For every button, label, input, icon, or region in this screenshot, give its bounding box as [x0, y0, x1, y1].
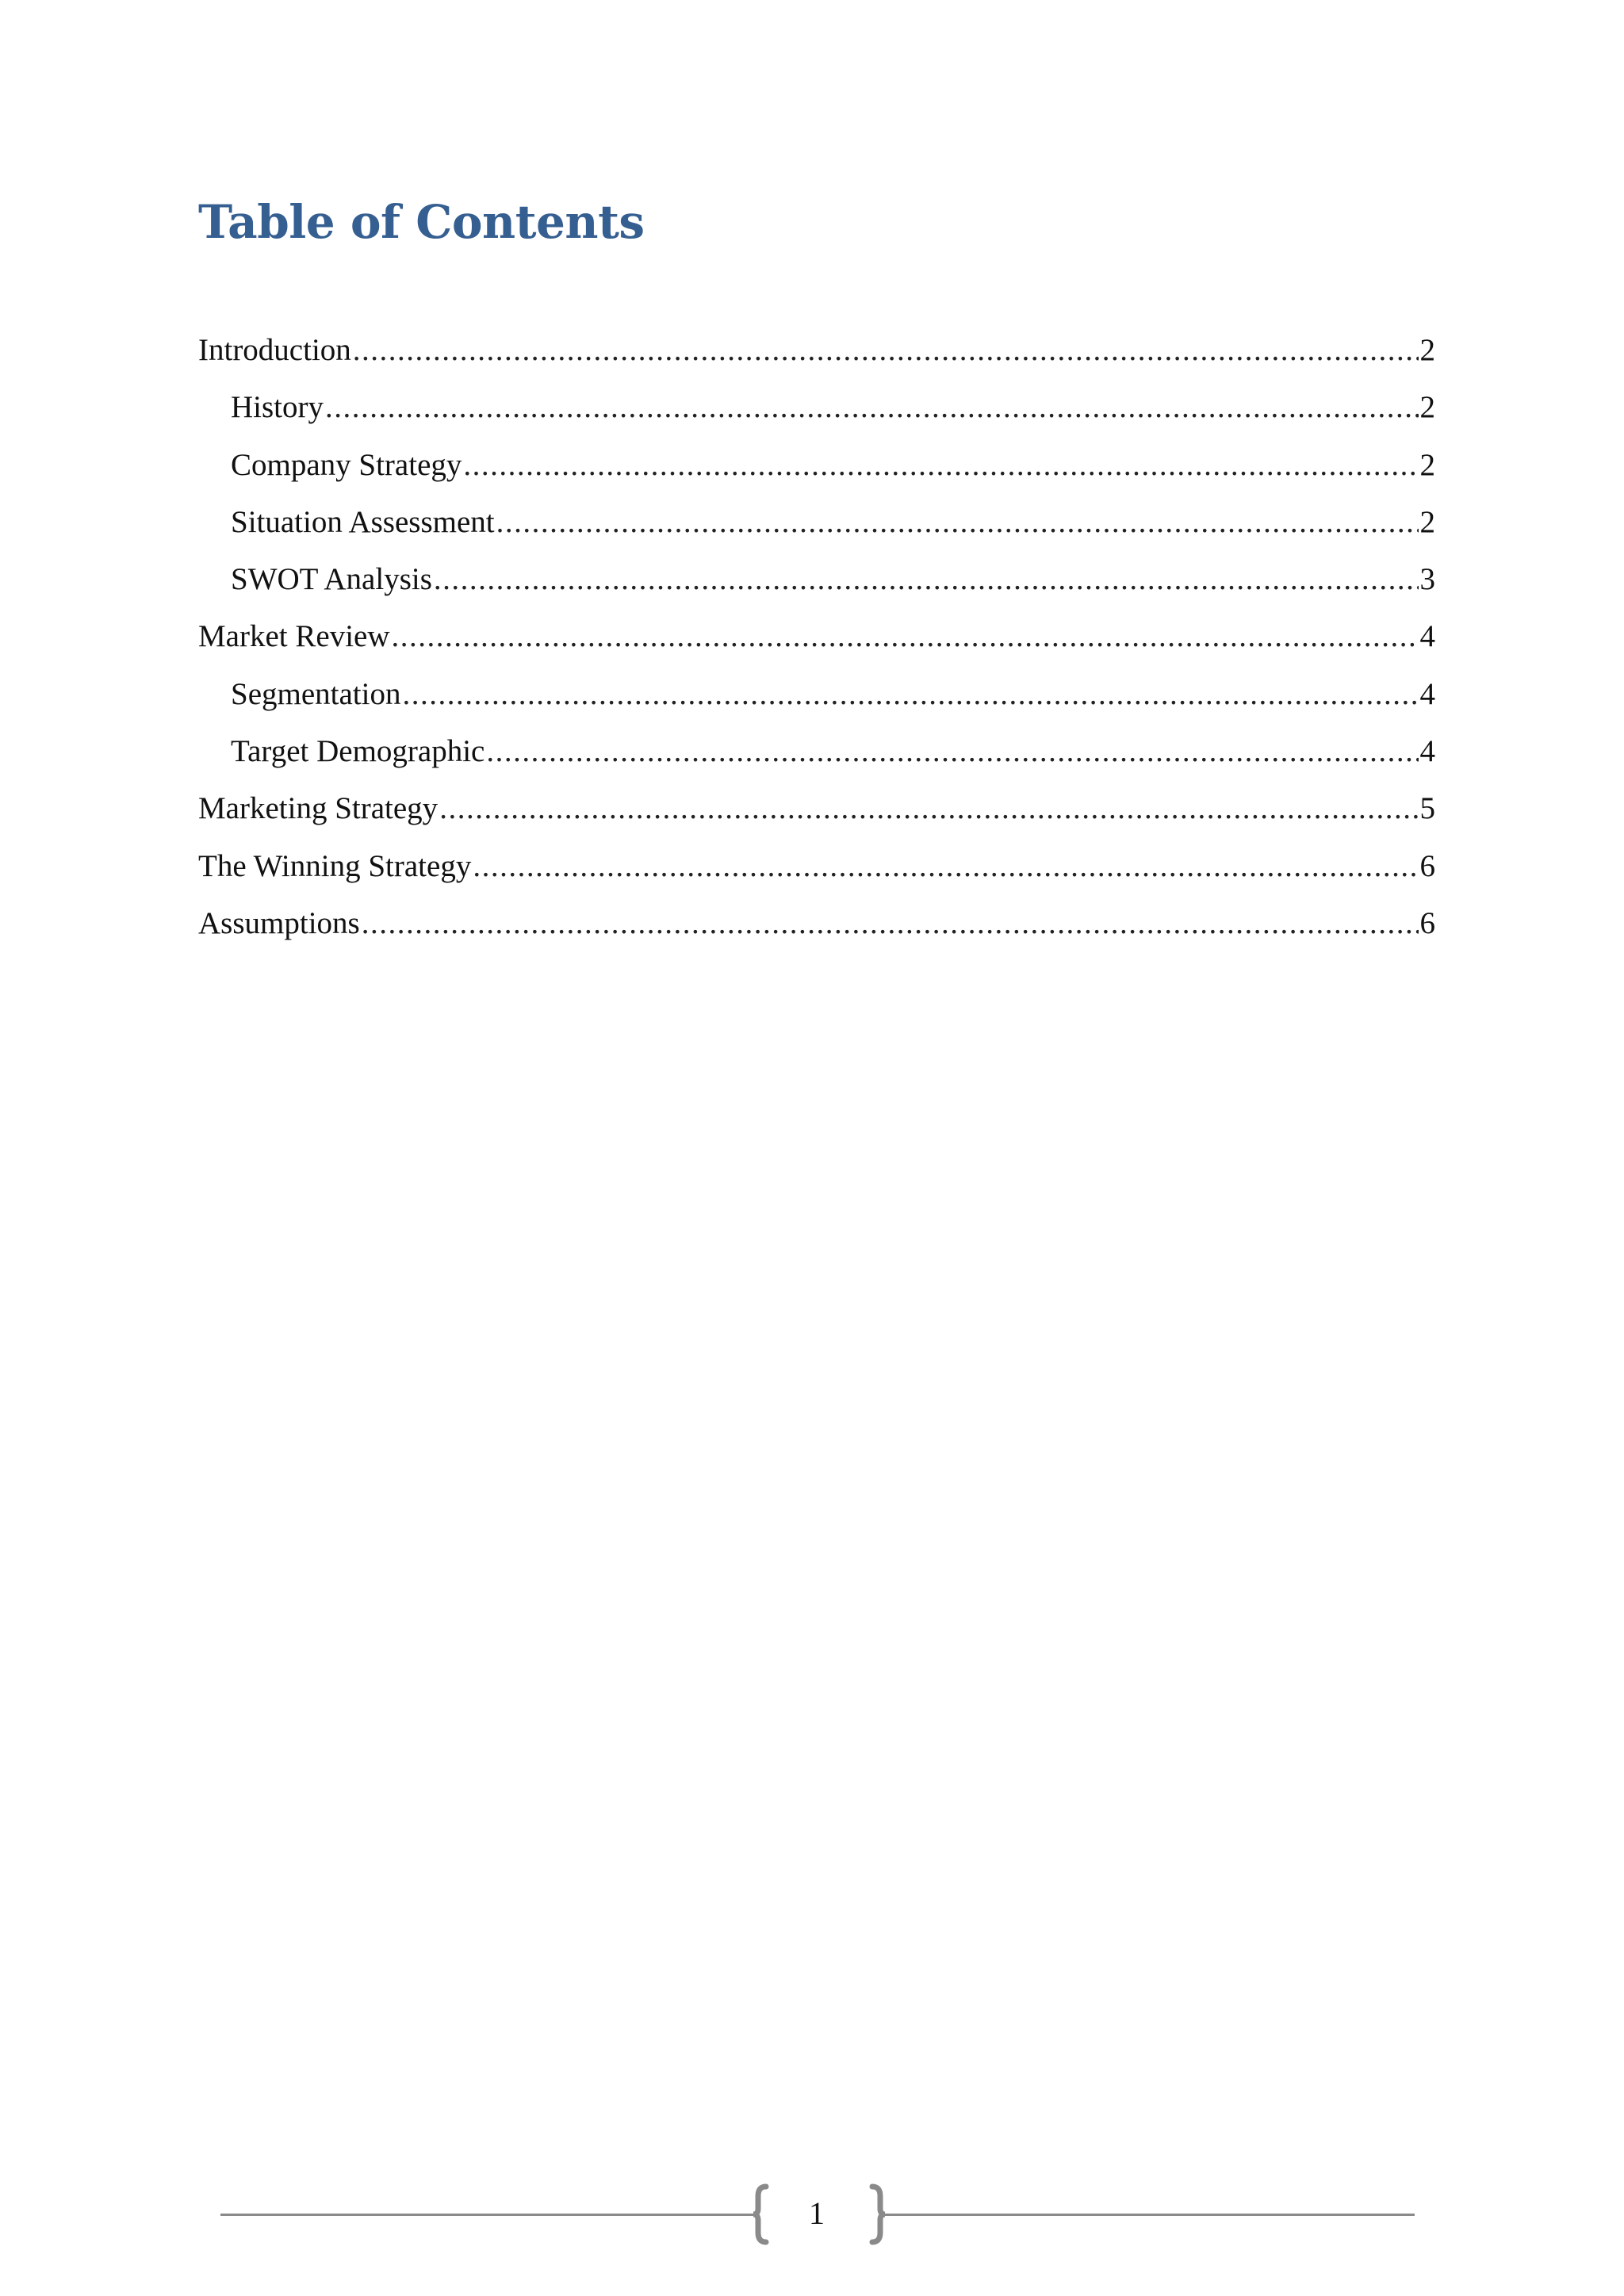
toc-entry-page-number: 6: [1419, 848, 1435, 883]
toc-dot-leader: [362, 901, 1419, 946]
toc-entry-page-number: 4: [1419, 676, 1435, 711]
toc-list: [198, 328, 1435, 959]
toc-entry-label: Introduction: [198, 333, 351, 367]
toc-entry-page-number: 2: [1419, 333, 1435, 367]
page-number: 1: [809, 2195, 825, 2231]
toc-entry-segmentation[interactable]: [198, 672, 1435, 729]
toc-entry-company-strategy[interactable]: [198, 443, 1435, 500]
toc-dot-leader: [402, 672, 1418, 717]
toc-entry-marketing-strategy[interactable]: [198, 786, 1435, 844]
toc-entry-label: Target Demographic: [231, 734, 485, 769]
toc-dot-leader: [439, 786, 1418, 831]
footer-rule-left: [220, 2214, 756, 2216]
toc-entry-situation-assessment[interactable]: [198, 500, 1435, 557]
toc-entry-label: Segmentation: [231, 676, 401, 711]
toc-dot-leader: [325, 385, 1419, 430]
toc-dot-leader: [486, 729, 1418, 774]
toc-entry-assumptions[interactable]: [198, 901, 1435, 959]
toc-entry-page-number: 5: [1419, 791, 1435, 826]
toc-title: Table of Contents: [198, 195, 645, 249]
toc-entry-page-number: 6: [1419, 905, 1435, 940]
toc-entry-label: History: [231, 390, 324, 425]
toc-entry-page-number: 3: [1419, 562, 1435, 597]
toc-dot-leader: [434, 557, 1419, 602]
toc-entry-market-review[interactable]: [198, 614, 1435, 672]
toc-dot-leader: [463, 443, 1418, 488]
toc-entry-label: Assumptions: [198, 905, 360, 940]
toc-entry-target-demographic[interactable]: [198, 729, 1435, 786]
footer-rule-right: [880, 2214, 1415, 2216]
toc-dot-leader: [496, 500, 1419, 545]
toc-entry-label: Market Review: [198, 619, 390, 654]
toc-entry-page-number: 4: [1419, 619, 1435, 654]
footer-right-bracket: [872, 2187, 885, 2242]
toc-entry-page-number: 4: [1419, 734, 1435, 769]
toc-entry-page-number: 2: [1419, 447, 1435, 482]
toc-entry-introduction[interactable]: [198, 328, 1435, 385]
toc-dot-leader: [473, 844, 1418, 889]
toc-entry-the-winning-strategy[interactable]: [198, 844, 1435, 901]
toc-entry-swot-analysis[interactable]: [198, 557, 1435, 614]
toc-entry-page-number: 2: [1419, 390, 1435, 425]
toc-entry-label: SWOT Analysis: [231, 562, 432, 597]
toc-entry-label: Company Strategy: [231, 447, 462, 482]
toc-entry-page-number: 2: [1419, 504, 1435, 539]
toc-entry-history[interactable]: [198, 385, 1435, 442]
toc-dot-leader: [392, 614, 1419, 659]
footer-left-bracket: [753, 2187, 766, 2242]
toc-entry-label: Situation Assessment: [231, 504, 495, 539]
toc-entry-label: The Winning Strategy: [198, 848, 472, 883]
toc-entry-label: Marketing Strategy: [198, 791, 439, 826]
toc-dot-leader: [353, 328, 1419, 373]
